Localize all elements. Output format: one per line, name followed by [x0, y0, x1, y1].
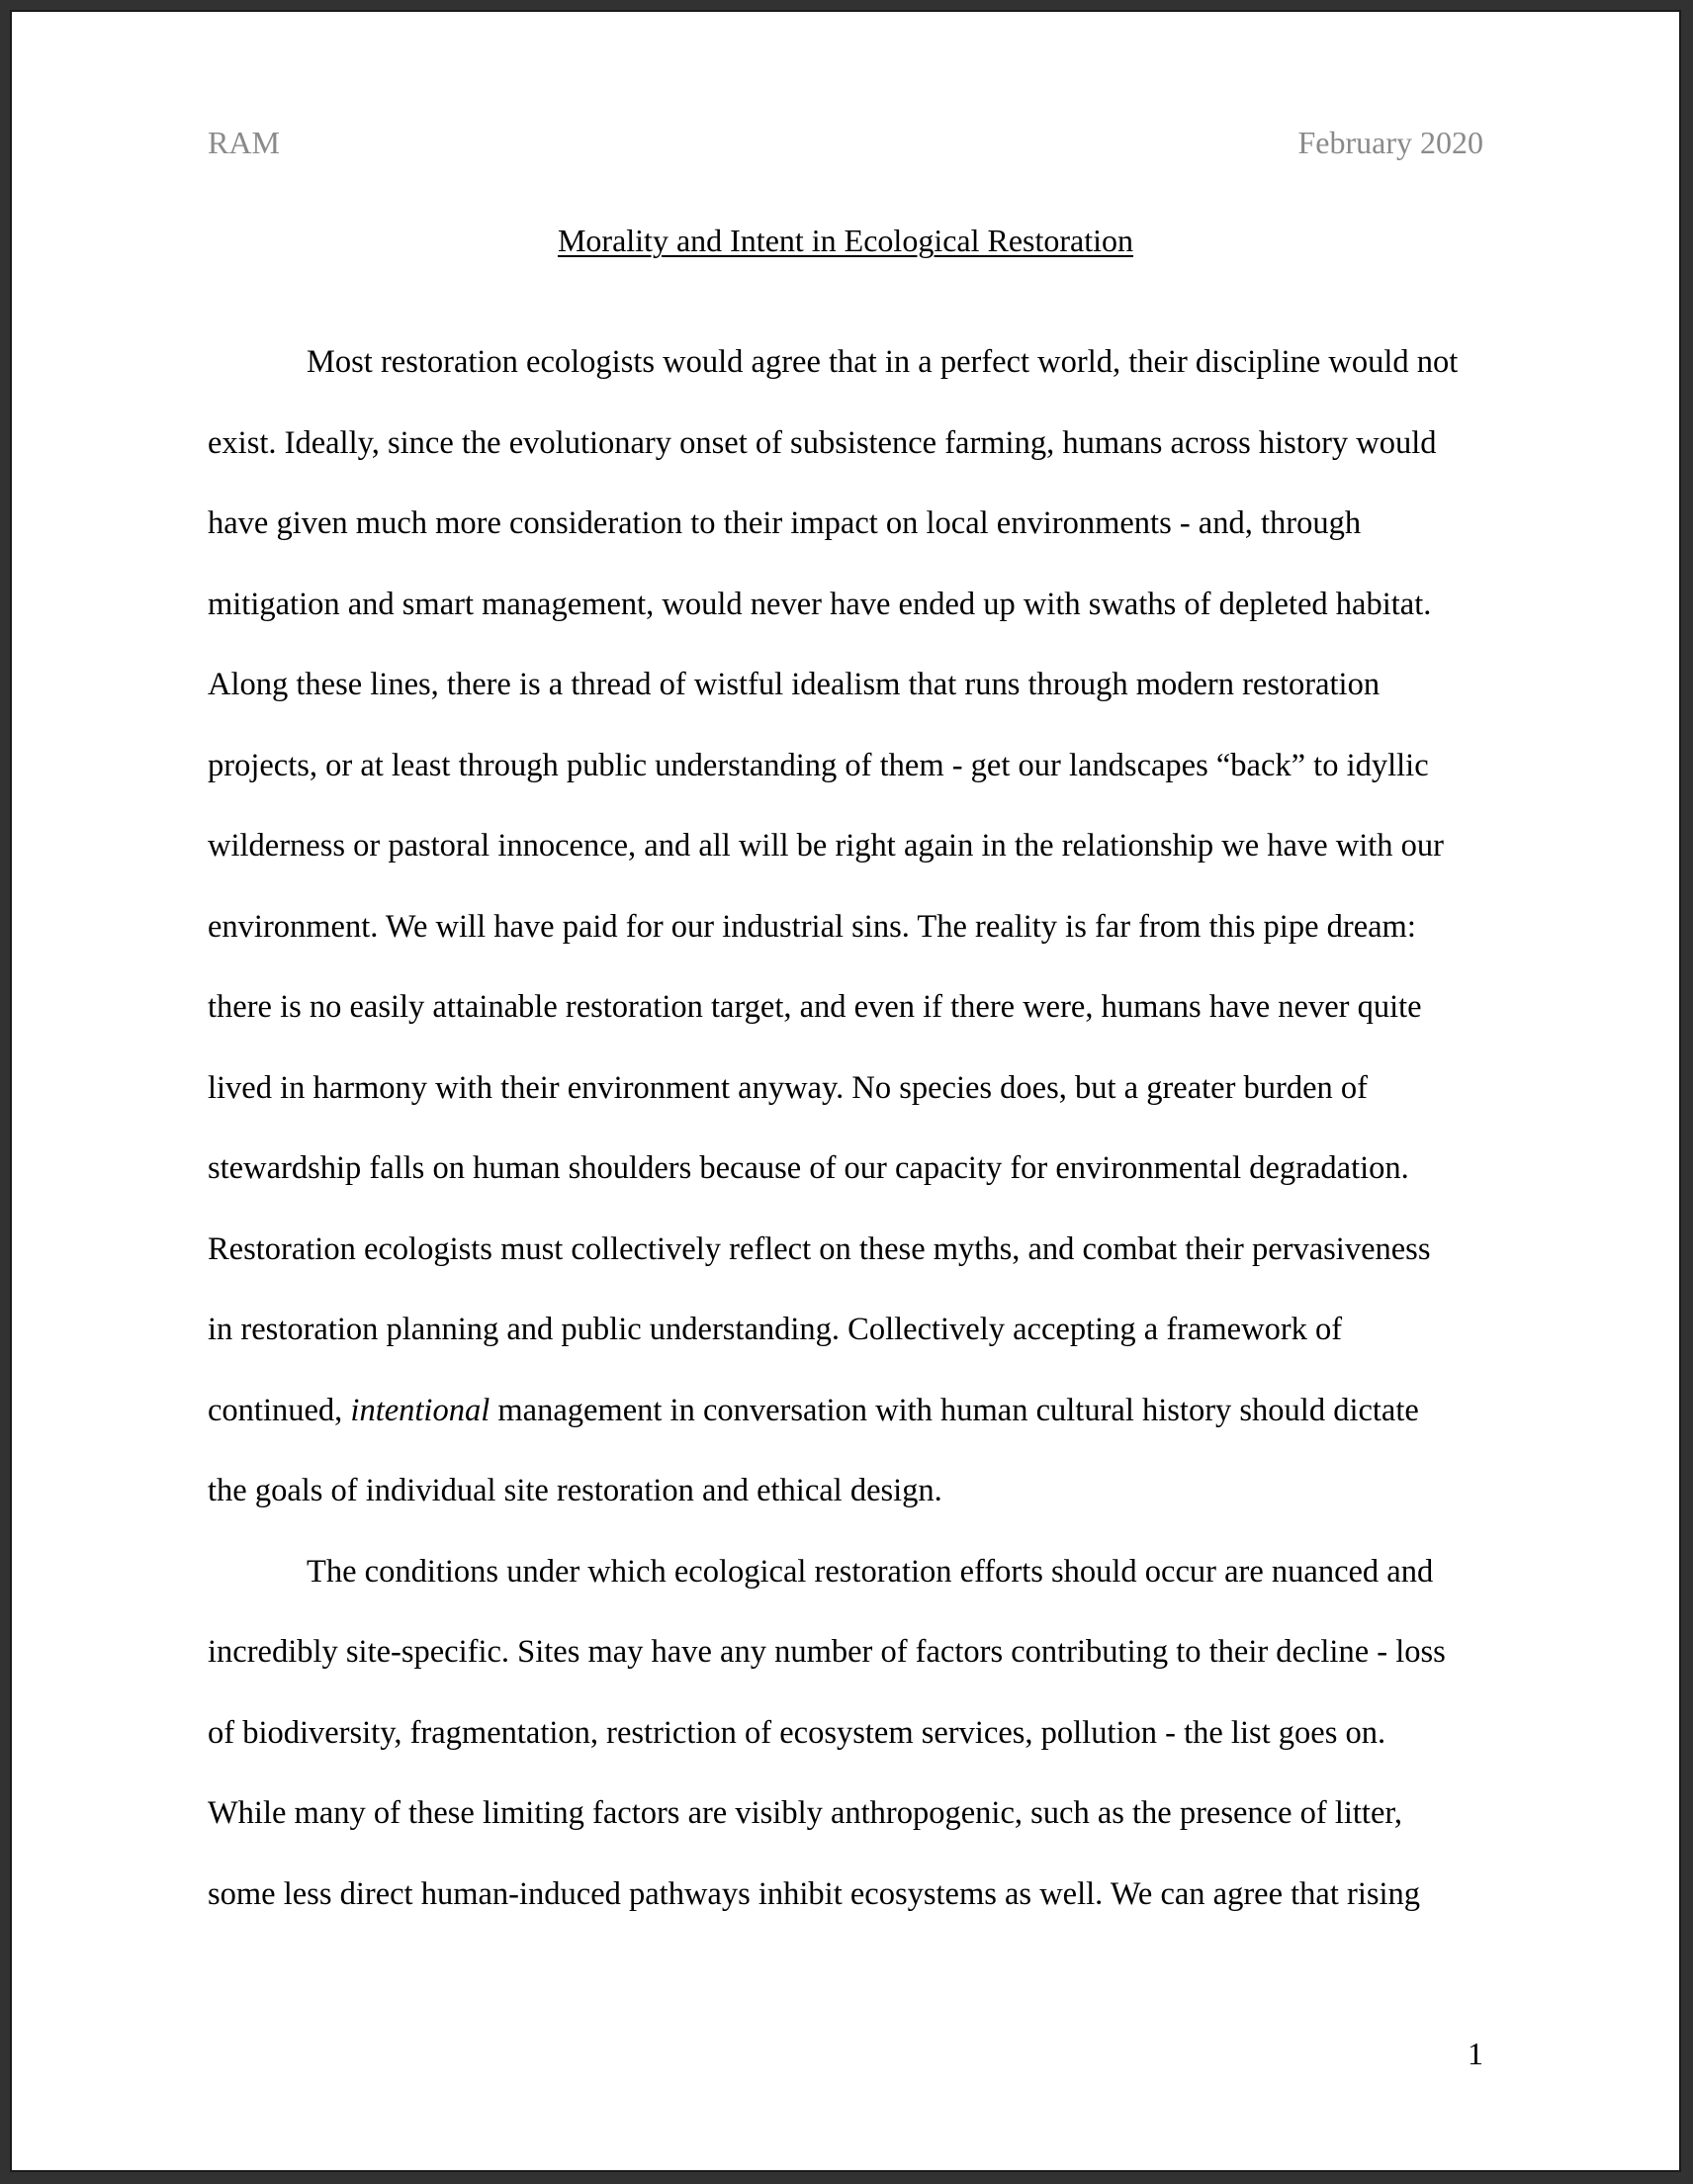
text-line: have given much more consideration to their impact on local environments - and, through [208, 505, 1362, 541]
text-line-with-italic [208, 1391, 1503, 1472]
document-body [208, 342, 1503, 1955]
text-line: exist. Ideally, since the evolutionary onset of subsistence farming, humans across history would [208, 424, 1437, 461]
text-line: wilderness or pastoral innocence, and all will be right again in the relationship we have with our [208, 828, 1444, 864]
text-line: Most restoration ecologists would agree that in a perfect world, their discipline would not [307, 344, 1459, 380]
text-line: lived in harmony with their environment anyway. No species does, but a greater burden of [208, 1069, 1368, 1106]
document-title [12, 221, 1679, 260]
text-segment: continued, [208, 1392, 351, 1428]
italic-emphasis: intentional [350, 1392, 490, 1428]
text-line: Along these lines, there is a thread of wistful idealism that runs through modern restoration [208, 667, 1381, 702]
text-line: of biodiversity, fragmentation, restriction of ecosystem services, pollution - the list goes on. [208, 1714, 1386, 1751]
text-line: stewardship falls on human shoulders because of our capacity for environmental degradation. [208, 1150, 1409, 1186]
text-line: mitigation and smart management, would never have ended up with swaths of depleted habitat. [208, 586, 1432, 622]
text-line: Restoration ecologists must collectively reflect on these myths, and combat their pervasiveness [208, 1230, 1431, 1267]
text-line: The conditions under which ecological restoration efforts should occur are nuanced and [307, 1553, 1434, 1590]
text-line: incredibly site-specific. Sites may have any number of factors contributing to their decline - loss [208, 1634, 1446, 1670]
text-line: there is no easily attainable restoration target, and even if there were, humans have never quite [208, 989, 1422, 1025]
header-date: February 2020 [1297, 125, 1483, 160]
page-number: 1 [1468, 2036, 1483, 2071]
text-line: in restoration planning and public understanding. Collectively accepting a framework of [208, 1312, 1343, 1347]
title-text: Morality and Intent in Ecological Restoration [557, 223, 1134, 258]
header-author: RAM [208, 125, 280, 160]
text-segment: management in conversation with human cultural history should dictate [490, 1392, 1419, 1428]
text-line: the goals of individual site restoration and ethical design. [208, 1473, 942, 1508]
document-page [10, 10, 1681, 2172]
text-line: While many of these limiting factors are visibly anthropogenic, such as the presence of litter, [208, 1795, 1403, 1831]
text-line: some less direct human-induced pathways inhibit ecosystems as well. We can agree that rising [208, 1875, 1421, 1912]
text-line: projects, or at least through public understanding of them - get our landscapes “back” to idyllic [208, 747, 1429, 783]
text-line: environment. We will have paid for our industrial sins. The reality is far from this pipe dream: [208, 908, 1416, 945]
